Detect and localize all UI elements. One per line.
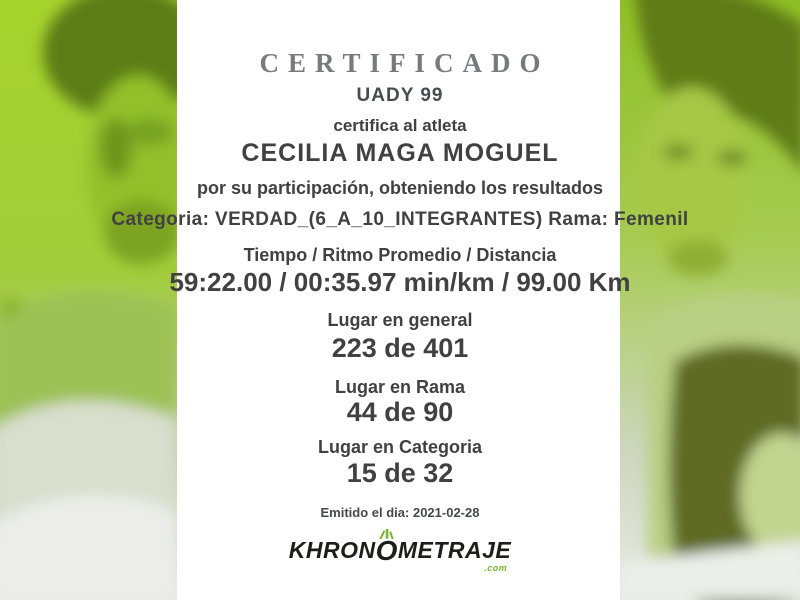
logo-o-letter: O [375, 535, 398, 566]
participation-text: por su participación, obteniendo los resultados [196, 178, 604, 198]
placement-general-value: 223 de 401 [331, 333, 469, 363]
logo-suffix: METRAJE [397, 537, 512, 563]
placement-general-label: Lugar en general [327, 310, 473, 330]
issued-date-line: Emitido el dia: 2021-02-28 [320, 505, 480, 520]
metrics-label: Tiempo / Ritmo Promedio / Distancia [243, 245, 557, 265]
certifies-label: certifica al atleta [333, 116, 467, 135]
logo-prefix: KHRON [288, 537, 376, 563]
khronometraje-logo [0, 535, 800, 573]
logo-domain: .com [484, 563, 508, 573]
placement-categoria-value: 15 de 32 [346, 458, 454, 488]
category-rama-line: Categoria: VERDAD_(6_A_10_INTEGRANTES) Rama: Femenil [111, 209, 689, 230]
placement-rama-value: 44 de 90 [346, 397, 454, 427]
athlete-name: CECILIA MAGA MOGUEL [241, 139, 559, 167]
stopwatch-crown-icon [375, 529, 397, 539]
certificate-title: CERTIFICADO [259, 48, 550, 78]
logo-stopwatch-o [376, 537, 398, 564]
logo-wordmark [288, 535, 512, 566]
event-name: UADY 99 [356, 85, 444, 106]
placement-rama-label: Lugar en Rama [334, 377, 466, 397]
metrics-value: 59:22.00 / 00:35.97 min/km / 99.00 Km [169, 267, 631, 297]
placement-categoria-label: Lugar en Categoria [317, 437, 483, 457]
